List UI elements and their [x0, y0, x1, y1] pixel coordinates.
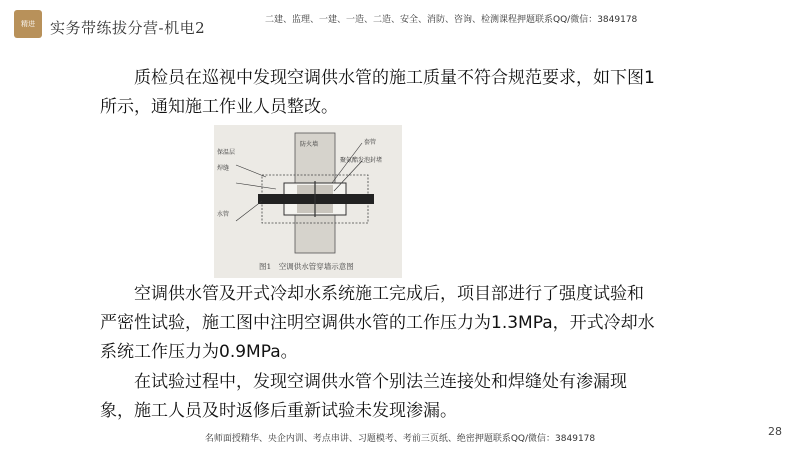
paragraph-3: 在试验过程中，发现空调供水管个别法兰连接处和焊缝处有渗漏现象，施工人员及时返修后重新试验未发现渗漏。: [100, 372, 627, 421]
brand-logo: 精进: [14, 10, 42, 38]
figure-caption: 图1 空调供水管穿墙示意图: [259, 262, 354, 271]
header-contact: 二建、监理、一建、一造、二造、安全、消防、咨询、检测课程押题联系QQ/微信：3849178: [265, 15, 638, 25]
page-number: 28: [768, 425, 782, 438]
label-sleeve: 套管: [364, 139, 377, 146]
label-firewall: 防火墙: [300, 141, 319, 148]
header: [0, 0, 800, 44]
label-pipe: 水管: [217, 211, 230, 218]
paragraph-1: 质检员在巡视中发现空调供水管的施工质量不符合规范要求，如下图1所示，通知施工作业人员整改。: [100, 68, 655, 117]
header-title: 实务带练拔分营-机电2: [50, 19, 206, 37]
footer-contact: 名师面授精华、央企内训、考点串讲、习题模考、考前三页纸、绝密押题联系QQ/微信：3849178: [204, 434, 596, 444]
pipe-wall-figure: [214, 125, 402, 278]
paragraph-2: 空调供水管及开式冷却水系统施工完成后，项目部进行了强度试验和严密性试验，施工图中注明空调供水管的工作压力为1.3MPa，开式冷却水系统工作压力为0.9MPa。: [100, 284, 655, 362]
label-insulation: 保温层: [217, 149, 236, 156]
label-weld: 焊缝: [217, 165, 230, 172]
label-seal: 聚氨酯发泡封堵: [340, 157, 383, 164]
